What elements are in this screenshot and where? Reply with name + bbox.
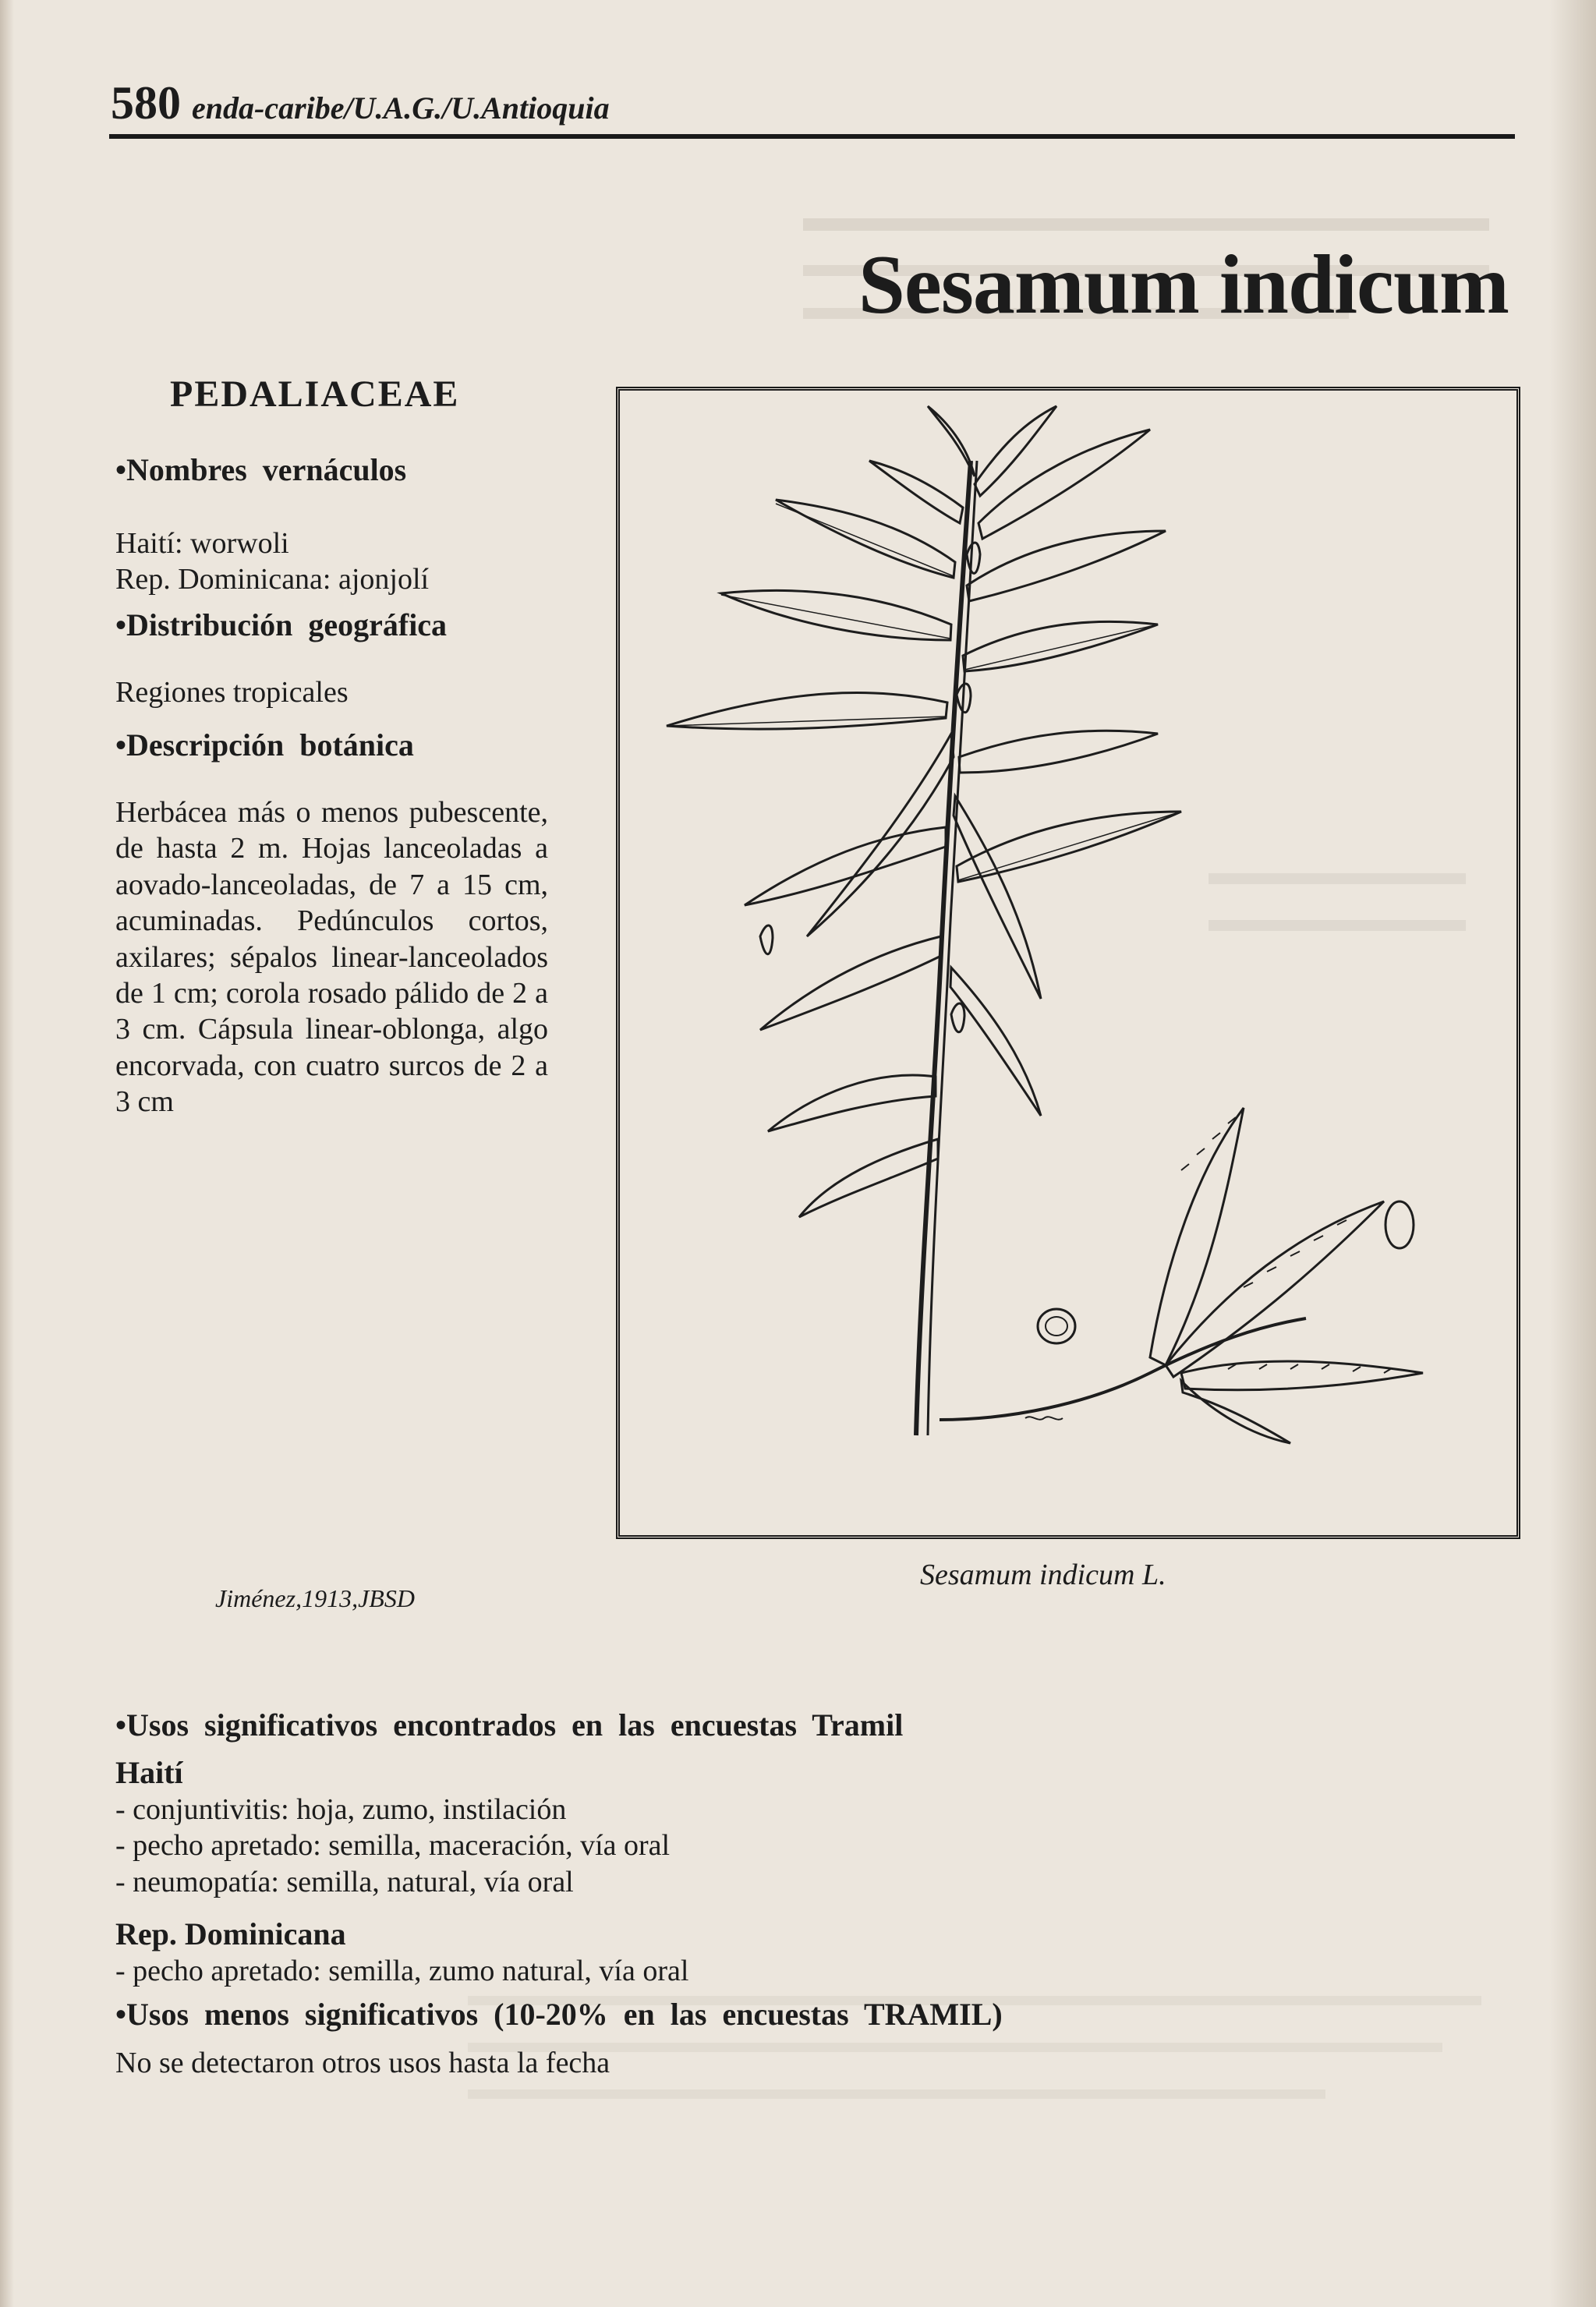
page-number: 580 xyxy=(111,77,181,129)
uses-minor-text: No se detectaron otros usos hasta la fecha xyxy=(115,2047,610,2080)
uses-list-haiti xyxy=(115,1792,1519,1900)
use-item: - conjuntivitis: hoja, zumo, instilación xyxy=(115,1793,567,1826)
running-title: enda-caribe/U.A.G./U.Antioquia xyxy=(192,90,610,126)
vernacular-rep-dominicana: Rep. Dominicana: ajonjolí xyxy=(115,563,430,596)
family-name: PEDALIACEAE xyxy=(170,373,460,415)
vernacular-heading: •Nombres vernáculos xyxy=(115,452,407,487)
country-haiti: Haití xyxy=(115,1755,183,1790)
illustration-credit: Jiménez,1913,JBSD xyxy=(215,1584,415,1612)
use-item: - neumopatía: semilla, natural, vía oral xyxy=(115,1865,574,1898)
distribution-text: Regiones tropicales xyxy=(115,675,349,709)
sesame-plant-drawing xyxy=(620,391,1516,1535)
vernacular-haiti: Haití: worwoli xyxy=(115,527,289,560)
illustration-frame xyxy=(616,387,1520,1539)
page-edge-right xyxy=(1549,0,1596,2307)
uses-significant-heading: •Usos significativos encontrados en las encuestas Tramil xyxy=(115,1707,904,1743)
header-rule xyxy=(109,134,1515,139)
left-column xyxy=(115,452,552,1120)
distribution-heading: •Distribución geográfica xyxy=(115,607,448,642)
illustration-caption: Sesamum indicum L. xyxy=(920,1559,1166,1591)
country-rep-dominicana: Rep. Dominicana xyxy=(115,1916,346,1952)
description-heading: •Descripción botánica xyxy=(115,727,414,763)
use-item: - pecho apretado: semilla, maceración, vía oral xyxy=(115,1829,671,1863)
use-item: - pecho apretado: semilla, zumo natural, vía oral xyxy=(115,1955,689,1988)
uses-section xyxy=(115,1707,1519,2082)
page-edge-left xyxy=(0,0,14,2307)
species-title: Sesamum indicum xyxy=(858,239,1509,332)
uses-minor-heading: •Usos menos significativos (10-20% en las encuestas TRAMIL) xyxy=(115,1997,1003,2033)
description-text: Herbácea más o menos pubescente, de hasta 2 m. Hojas lanceoladas a aovado-lanceoladas, de 7 a 15 cm, acuminadas. Pedúnculos cortos, axilares; sépalos linear-lanceolados de 1 cm; corola rosado pálido de 2 a 3 cm. Cápsula linear-oblonga, algo encorvada, con cuatro surcos de 2 a 3 cm xyxy=(115,796,548,1118)
uses-list-rep-dominicana xyxy=(115,1953,1519,1989)
